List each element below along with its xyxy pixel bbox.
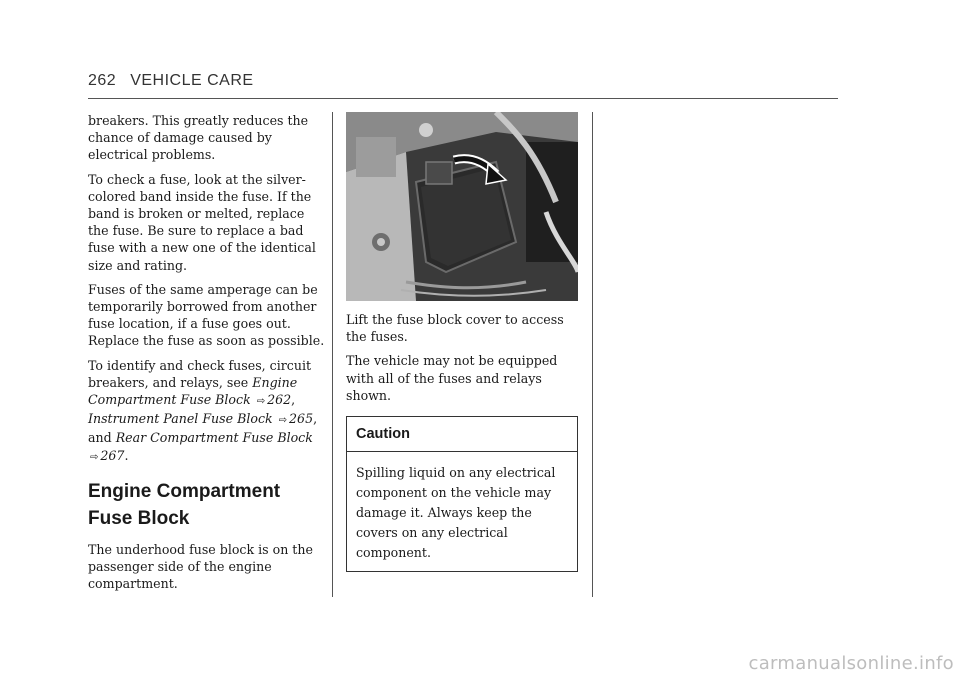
column-divider-1 (332, 112, 333, 597)
ref-instrument-panel-link[interactable]: Instrument Panel Fuse Block (88, 411, 273, 427)
figure-caption: Lift the fuse block cover to access the fuses. (346, 312, 564, 345)
equipment-note: The vehicle may not be equipped with all of the fuses and relays shown. (346, 353, 558, 403)
paragraph-check-fuse: To check a fuse, look at the silver-colored band inside the fuse. If the band is broken or melted, replace the fuse. Be sure to replace a bad fuse with a new one of the identical size and rating. (88, 171, 316, 273)
section-title: VEHICLE CARE (130, 72, 254, 89)
caution-body: Spilling liquid on any electrical component on the vehicle may damage it. Always keep the covers on any electrical component. (356, 465, 556, 561)
ref-rear-compartment-link[interactable]: Rear Compartment Fuse Block (115, 430, 313, 446)
paragraph-underhood: The underhood fuse block is on the passenger side of the engine compartment. (88, 541, 313, 592)
ref-engine-compartment-link[interactable]: Engine Compartment Fuse Block (88, 374, 298, 408)
column-divider-2 (592, 112, 593, 597)
left-column (88, 112, 328, 599)
page-header (88, 72, 254, 90)
section-heading: Engine Compartment Fuse Block (88, 480, 281, 529)
paragraph-references: To identify and check fuses, circuit breakers, and relays, see Engine Compartment Fuse Block ⇨ 262, Instrument Panel Fuse Block ⇨ 265, and Rear Compartment Fuse Block ⇨ 267. (88, 357, 318, 463)
page-number: 262 (88, 72, 117, 89)
page-ref-arrow-icon: ⇨ (256, 396, 266, 408)
watermark: carmanualsonline.info (748, 653, 954, 674)
paragraph-borrow-fuse: Fuses of the same amperage can be temporarily borrowed from another fuse location, if a fuse goes out. Replace the fuse as soon as possible. (88, 281, 325, 349)
right-column (346, 112, 580, 572)
header-rule (88, 98, 838, 99)
caution-title: Caution (347, 417, 577, 452)
paragraph-breakers: breakers. This greatly reduces the chance of damage caused by electrical problems. (88, 113, 309, 163)
page-ref-arrow-icon: ⇨ (278, 415, 288, 427)
fuse-block-cover-photo-icon (346, 112, 578, 301)
caution-box (346, 416, 578, 572)
ref-page-267[interactable]: 267 (100, 447, 125, 463)
fuse-block-figure (346, 112, 578, 301)
ref-page-262[interactable]: 262 (267, 392, 292, 408)
ref-page-265[interactable]: 265 (289, 411, 314, 427)
page-ref-arrow-icon: ⇨ (90, 451, 99, 463)
